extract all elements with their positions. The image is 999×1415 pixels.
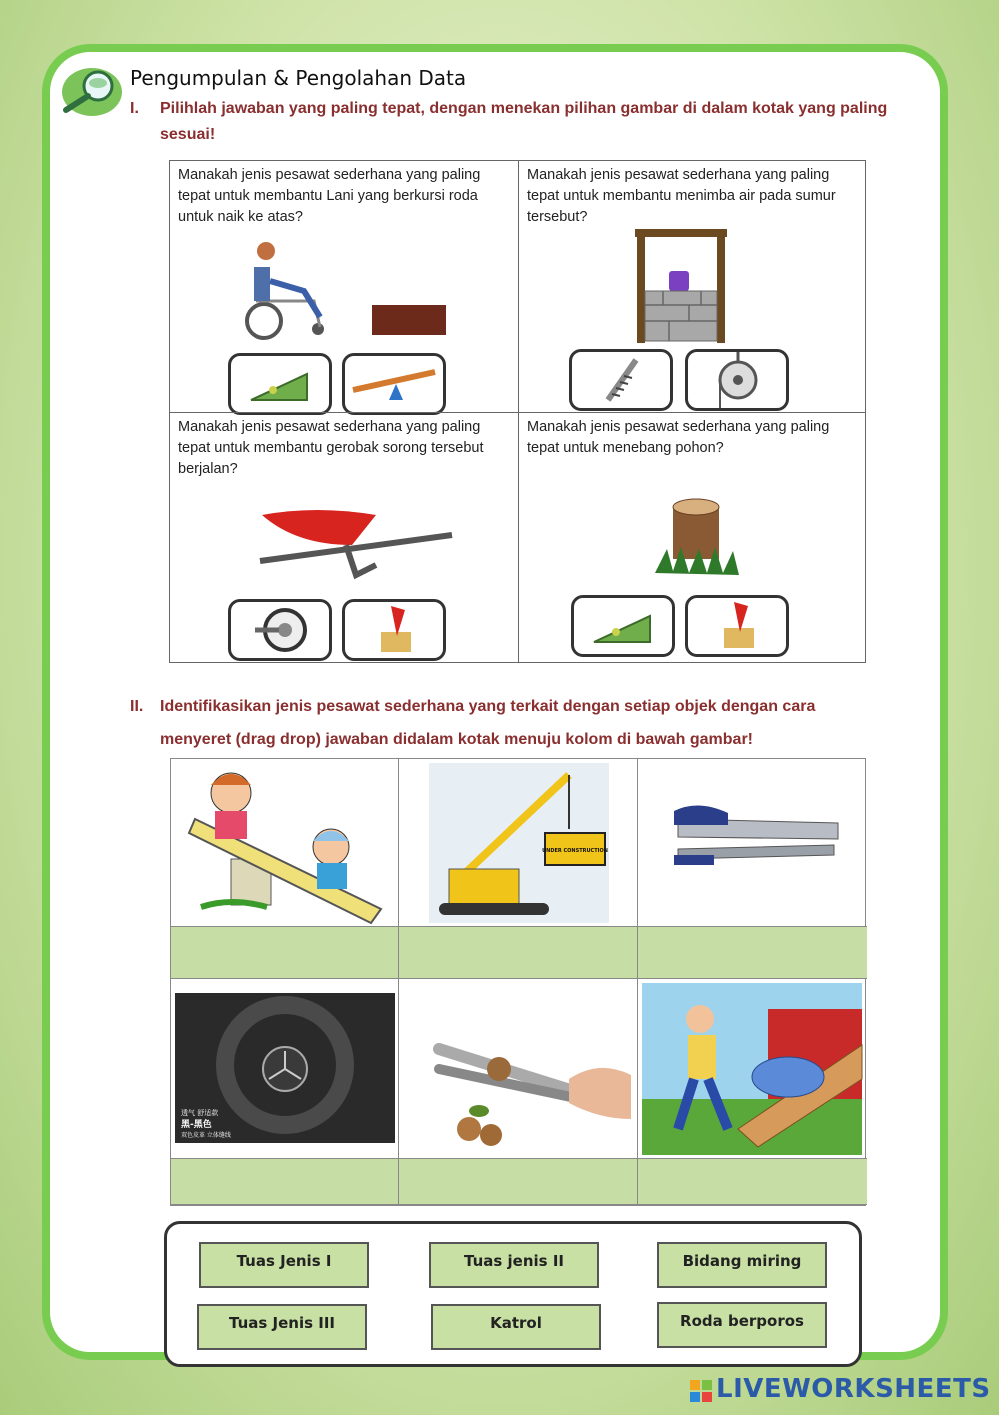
wheelbarrow-icon	[256, 505, 456, 585]
option-wheel-axle[interactable]	[228, 599, 332, 661]
chip-tuas-jenis-3[interactable]: Tuas Jenis III	[197, 1304, 367, 1350]
option-inclined-plane[interactable]	[571, 595, 675, 657]
crane-sign-label: UNDER CONSTRUCTION	[542, 848, 608, 854]
magnifier-logo-icon	[58, 66, 122, 118]
drop-zone-stapler[interactable]	[638, 927, 867, 979]
screw-icon	[572, 352, 670, 408]
page-title: Pengumpulan & Pengolahan Data	[130, 66, 467, 90]
well-icon	[629, 225, 733, 347]
brand-name: LIVEWORKSHEETS	[716, 1374, 991, 1404]
steering-wheel-image	[171, 979, 399, 1159]
wedge-axe-icon	[345, 602, 443, 658]
seesaw-lever-icon	[345, 356, 443, 412]
wheel-axle-icon	[231, 602, 329, 658]
section2-text-line1: Identifikasikan jenis pesawat sederhana yang terkait dengan setiap objek dengan cara	[160, 698, 816, 715]
section2-text-line2: menyeret (drag drop) jawaban didalam kotak menuju kolom di bawah gambar!	[160, 731, 754, 748]
question-cell-well	[518, 161, 866, 412]
section1-number: I.	[130, 100, 139, 117]
inclined-plane-icon	[231, 356, 329, 412]
question-text: Manakah jenis pesawat sederhana yang paling tepat untuk membantu menimba air pada sumur tersebut?	[527, 167, 836, 225]
option-inclined-plane[interactable]	[228, 353, 332, 415]
chip-tuas-jenis-2[interactable]: Tuas jenis II	[429, 1242, 599, 1288]
question-text: Manakah jenis pesawat sederhana yang paling tepat untuk membantu gerobak sorong tersebut berjalan?	[178, 419, 484, 477]
option-wedge[interactable]	[342, 599, 446, 661]
inclined-plane-icon	[574, 598, 672, 654]
chip-tuas-jenis-1[interactable]: Tuas Jenis I	[199, 1242, 369, 1288]
drop-zone-steering-wheel[interactable]	[171, 1159, 399, 1205]
crane-icon	[399, 759, 638, 927]
liveworksheets-logo-icon	[690, 1380, 712, 1402]
wheel-caption-1: 透气 舒适款	[181, 1109, 219, 1117]
drop-zone-crane[interactable]	[399, 927, 638, 979]
chip-katrol[interactable]: Katrol	[431, 1304, 601, 1350]
pulley-icon	[688, 352, 786, 408]
section2-instruction	[130, 690, 890, 756]
crane-image	[399, 759, 638, 927]
wedge-axe-icon	[688, 598, 786, 654]
stapler-image	[638, 759, 867, 927]
wheelchair-icon	[234, 241, 454, 341]
steering-wheel-icon	[171, 979, 399, 1159]
option-pulley[interactable]	[685, 349, 789, 411]
question-text: Manakah jenis pesawat sederhana yang paling tepat untuk menebang pohon?	[527, 419, 830, 456]
option-lever[interactable]	[342, 353, 446, 415]
nutcracker-icon	[399, 979, 638, 1159]
ramp-boy-image	[638, 979, 867, 1159]
ramp-push-icon	[638, 979, 867, 1159]
section1-text: Pilihlah jawaban yang paling tepat, dengan menekan pilihan gambar di dalam kotak yang paling sesuai!	[160, 100, 888, 143]
question-text: Manakah jenis pesawat sederhana yang paling tepat untuk membantu Lani yang berkursi roda untuk naik ke atas?	[178, 167, 481, 225]
drop-zone-seesaw[interactable]	[171, 927, 399, 979]
chip-roda-berporos[interactable]: Roda berporos	[657, 1302, 827, 1348]
question-cell-wheelbarrow	[170, 412, 518, 663]
option-wedge[interactable]	[685, 595, 789, 657]
section2-number: II.	[130, 698, 144, 715]
wheel-caption-3: 双色皮革 立体缝线	[181, 1132, 231, 1139]
nutcracker-image	[399, 979, 638, 1159]
tree-stump-icon	[651, 493, 741, 583]
answer-bank	[164, 1221, 862, 1367]
seesaw-icon	[171, 759, 399, 927]
section1-instruction	[130, 96, 900, 148]
question-cell-wheelchair	[170, 161, 518, 412]
wheel-caption-2: 黑-黑色	[181, 1120, 212, 1130]
stapler-icon	[638, 759, 867, 927]
drop-zone-ramp[interactable]	[638, 1159, 867, 1205]
question-grid	[169, 160, 866, 663]
chip-bidang-miring[interactable]: Bidang miring	[657, 1242, 827, 1288]
question-cell-tree	[518, 412, 866, 663]
drop-zone-nutcracker[interactable]	[399, 1159, 638, 1205]
identify-grid	[170, 758, 866, 1206]
seesaw-image	[171, 759, 399, 927]
option-screw[interactable]	[569, 349, 673, 411]
